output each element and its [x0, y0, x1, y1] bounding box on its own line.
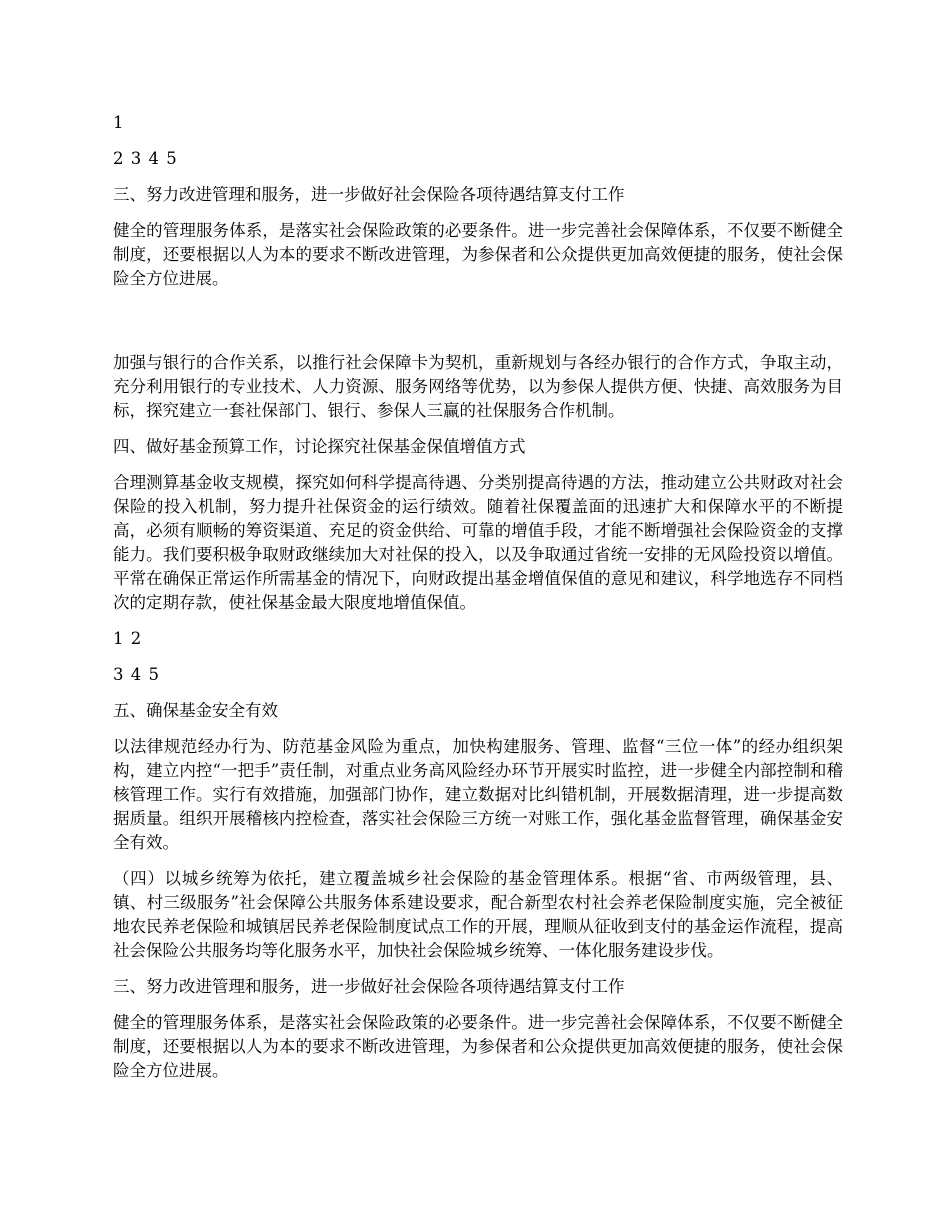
page-number-line: 1 [113, 113, 125, 132]
section-heading: 五、确保基金安全有效 [113, 701, 278, 720]
page-number-line: 1 2 [113, 629, 143, 648]
body-paragraph: 合理测算基金收支规模，探究如何科学提高待遇、分类别提高待遇的方法，推动建立公共财政对社会保险的投入机制，努力提升社保资金的运行绩效。随着社保覆盖面的迅速扩大和保障水平的不断提高，必须有顺畅的筹资渠道、充足的资金供给、可靠的增值手段，才能不断增强社会保险资金的支撑能力。我们要积极争取财政继续加大对社保的投入，以及争取通过省统一安排的无风险投资以增值。平常在确保正常运作所需基金的情况下，向财政提出基金增值保值的意见和建议，科学地选存不同档次的定期存款，使社保基金最大限度地增值保值。 [113, 473, 843, 612]
document-page [113, 111, 843, 1095]
body-paragraph: 加强与银行的合作关系，以推行社会保障卡为契机，重新规划与各经办银行的合作方式，争取主动，充分利用银行的专业技术、人力资源、服务网络等优势，以为参保人提供方便、快捷、高效服务为目标，探究建立一套社保部门、银行、参保人三赢的社保服务合作机制。 [113, 353, 843, 420]
section-heading: 三、努力改进管理和服务，进一步做好社会保险各项待遇结算支付工作 [113, 185, 625, 204]
body-paragraph: 健全的管理服务体系，是落实社会保险政策的必要条件。进一步完善社会保障体系，不仅要不断健全制度，还要根据以人为本的要求不断改进管理，为参保者和公众提供更加高效便捷的服务，使社会保险全方位进展。 [113, 221, 843, 288]
section-heading: 四、做好基金预算工作，讨论探究社保基金保值增值方式 [113, 437, 526, 456]
section-heading: 三、努力改进管理和服务，进一步做好社会保险各项待遇结算支付工作 [113, 977, 625, 996]
page-number-line: 3 4 5 [113, 665, 160, 684]
page-number-line: 2 3 4 5 [113, 149, 178, 168]
body-paragraph: 以法律规范经办行为、防范基金风险为重点，加快构建服务、管理、监督“三位一体”的经办组织架构，建立内控“一把手”责任制，对重点业务高风险经办环节开展实时监控，进一步健全内部控制和稽核管理工作。实行有效措施，加强部门协作，建立数据对比纠错机制，开展数据清理，进一步提高数据质量。组织开展稽核内控检查，落实社会保险三方统一对账工作，强化基金监督管理，确保基金安全有效。 [113, 737, 843, 852]
paragraph-gap [113, 303, 843, 351]
body-paragraph: （四）以城乡统筹为依托，建立覆盖城乡社会保险的基金管理体系。根据“省、市两级管理，县、镇、村三级服务”社会保障公共服务体系建设要求，配合新型农村社会养老保险制度实施，完全被征地农民养老保险和城镇居民养老保险制度试点工作的开展，理顺从征收到支付的基金运作流程，提高社会保险公共服务均等化服务水平，加快社会保险城乡统筹、一体化服务建设步伐。 [113, 869, 843, 960]
body-paragraph: 健全的管理服务体系，是落实社会保险政策的必要条件。进一步完善社会保障体系，不仅要不断健全制度，还要根据以人为本的要求不断改进管理，为参保者和公众提供更加高效便捷的服务，使社会保险全方位进展。 [113, 1013, 843, 1080]
